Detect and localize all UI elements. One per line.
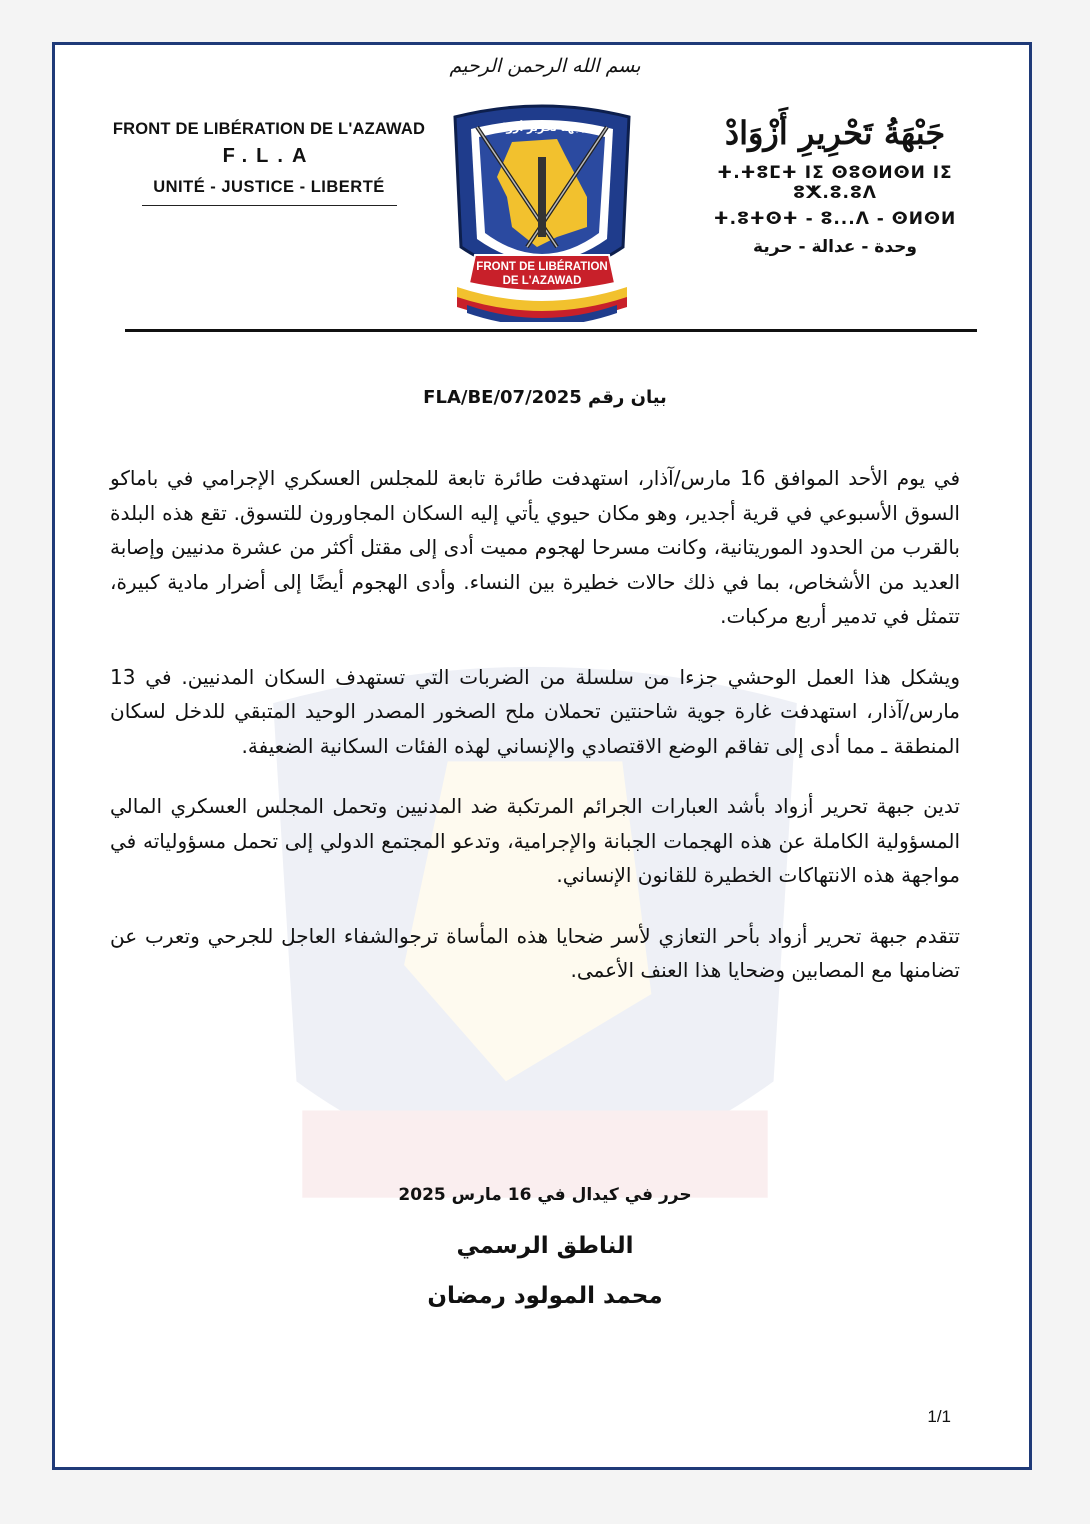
basmala-calligraphy: بسم الله الرحمن الرحيم (449, 55, 641, 77)
body-paragraph: ويشكل هذا العمل الوحشي جزءا من سلسلة من الضربات التي تستهدف السكان المدنيين. في 13 مارس/آذار، استهدفت غارة جوية شاحنتين تحملان ملح الصخور المصدر الوحيد المتبقي للدخل لسكان المنطقة ـ مما أدى إلى تفاقم الوضع الاقتصادي والإنساني لهذه الفئات السكانية الضعيفة. (110, 664, 960, 758)
signatory-title: الناطق الرسمي (456, 1233, 634, 1259)
signatory-name: محمد المولود رمضان (427, 1283, 663, 1309)
document-page (52, 42, 1032, 1470)
org-name-fr: FRONT DE LIBÉRATION DE L'AZAWAD (112, 120, 426, 138)
emblem-ribbon-line1: FRONT DE LIBÉRATION (476, 261, 608, 273)
page-number: 1/1 (927, 1407, 951, 1426)
motto-ar: وحدة - عدالة - حرية (753, 237, 917, 257)
body-paragraph: في يوم الأحد الموافق 16 مارس/آذار، استهدفت طائرة تابعة للمجلس العسكري الإجرامي في باماكو السوق الأسبوعي في قرية أجدير، وهو مكان حيوي يأتي إليه السكان المجاورون للتسوق. تقع هذه البلدة بالقرب من الحدود الموريتانية، وكانت مسرحا لهجوم مميت أدى إلى مقتل أكثر من عشرة مدنيين وإصابة العديد من الأشخاص، بما في ذلك حالات خطيرة بين النساء. وأدى الهجوم أيضًا إلى أضرار مادية كبيرة، تتمثل في تدمير أربع مركبات. (110, 466, 960, 628)
org-name-tifinagh: ⵜ.ⵜⵓⵎⵜ ⵏⵉ ⵙⵓⵙⵍⵙⵍ ⵏⵉ ⵓⵅ.ⵓ.ⵓⴷ (717, 163, 953, 203)
header-left-block (99, 120, 439, 206)
header-right-block (685, 113, 985, 257)
emblem-ribbon-line2: DE L'AZAWAD (502, 275, 582, 287)
body-paragraph: تدين جبهة تحرير أزواد بأشد العبارات الجرائم المرتكبة ضد المدنيين وتحمل المجلس العسكري المالي المسؤولية الكاملة عن هذه الهجمات الجبانة والإجرامية، وتدعو المجتمع الدولي إلى تحمل مسؤولياته في مواجهة هذه الانتهاكات الخطيرة للقانون الإنساني. (110, 794, 960, 887)
body-paragraph: تتقدم جبهة تحرير أزواد بأحر التعازي لأسر ضحايا هذه المأساة ترجوالشفاء العاجل للجرحي وتعرب عن تضامنها مع المصابين وضحايا هذا العنف الأعمى. (110, 923, 960, 982)
org-abbreviation: F.L.A (222, 145, 316, 167)
emblem-top-text: جبهة تحرير أزواد (496, 121, 588, 134)
motto-underline (142, 205, 397, 206)
org-name-ar: جَبْهَةُ تَحْرِيرِ أَزْوَادْ (724, 114, 946, 152)
place-and-date: حرر في كيدال في 16 مارس 2025 (398, 1185, 692, 1205)
motto-tifinagh: ⵜ.ⵓⵜⵙⵜ - ⵓ...ⴷ - ⵙⵍⵙⵍ (713, 209, 957, 229)
statement-number: بيان رقم 2025/FLA/BE/07 (423, 387, 667, 408)
fla-emblem-logo (437, 87, 647, 322)
motto-fr: UNITÉ - JUSTICE - LIBERTÉ (153, 178, 385, 196)
closing-block (155, 1185, 935, 1309)
statement-body (110, 461, 960, 1014)
header-separator (125, 329, 977, 332)
